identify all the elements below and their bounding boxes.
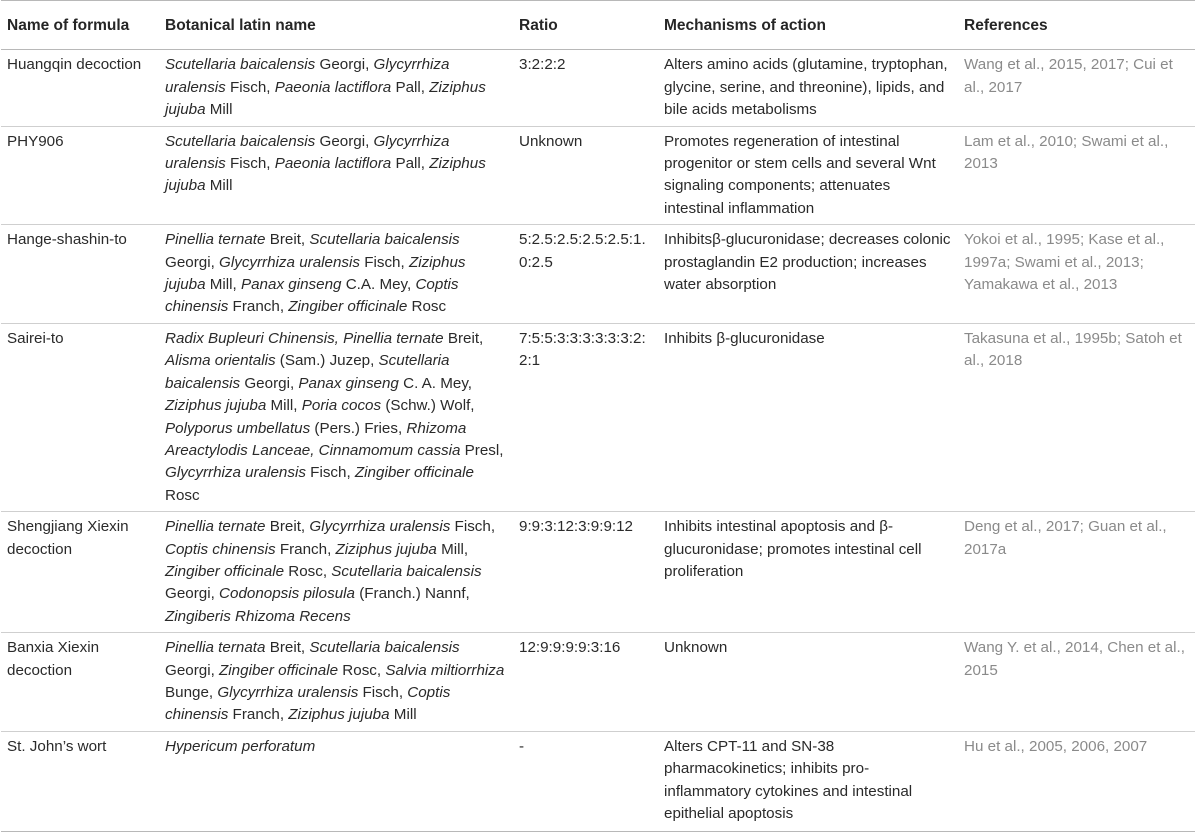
botanical-authority-text: Franch, xyxy=(228,706,289,724)
botanical-species-text: Pinellia ternate xyxy=(165,231,266,249)
header-references: References xyxy=(958,1,1195,50)
mechanism-cell: Inhibits intestinal apoptosis and β-glucuronidase; promotes intestinal cell proliferation xyxy=(658,512,958,633)
formula-name-cell: PHY906 xyxy=(1,126,159,225)
botanical-authority-text: Breit, xyxy=(265,639,310,657)
botanical-species-text: Polyporus umbellatus xyxy=(165,419,311,437)
botanical-name-cell xyxy=(159,225,513,324)
botanical-species-text: Scutellaria baicalensis xyxy=(331,562,482,580)
botanical-name-cell xyxy=(159,633,513,732)
botanical-species-text: Glycyrrhiza uralensis xyxy=(217,683,359,701)
ratio-cell: 9:9:3:12:3:9:9:12 xyxy=(513,512,658,633)
botanical-authority-text: Breit, xyxy=(265,518,310,536)
formula-name-cell: Huangqin decoction xyxy=(1,50,159,126)
botanical-authority-text: C.A. Mey, xyxy=(341,276,416,294)
botanical-authority-text: Georgi, xyxy=(315,132,374,150)
botanical-authority-text: C. A. Mey, xyxy=(398,374,473,392)
table-row xyxy=(1,512,1195,633)
botanical-authority-text: Georgi, xyxy=(165,585,220,603)
botanical-species-text: Ziziphus jujuba xyxy=(165,397,267,415)
botanical-authority-text: (Pers.) Fries, xyxy=(310,419,407,437)
botanical-authority-text: (Sam.) Juzep, xyxy=(275,352,379,370)
botanical-authority-text: Breit, xyxy=(443,329,484,347)
mechanism-cell: Unknown xyxy=(658,633,958,732)
botanical-species-text: Zingiber officinale xyxy=(354,464,474,482)
header-name-of-formula: Name of formula xyxy=(1,1,159,50)
botanical-name-cell xyxy=(159,50,513,126)
botanical-authority-text: Georgi, xyxy=(165,661,220,679)
botanical-species-text: Pinellia ternata xyxy=(165,639,266,657)
table-body xyxy=(1,50,1195,832)
botanical-species-text: Pinellia ternate xyxy=(165,518,266,536)
botanical-authority-text: Mill, xyxy=(266,397,302,415)
botanical-species-text: Scutellaria baicalensis xyxy=(309,231,460,249)
botanical-species-text: Rhizoma Areactylodis Lanceae, Cinnamomum cassia xyxy=(165,419,467,459)
formula-name-cell: St. John’s wort xyxy=(1,731,159,832)
botanical-name-cell xyxy=(159,512,513,633)
botanical-authority-text: (Schw.) Wolf, xyxy=(381,397,475,415)
ratio-cell: 3:2:2:2 xyxy=(513,50,658,126)
botanical-authority-text: Franch, xyxy=(275,540,336,558)
botanical-species-text: Scutellaria baicalensis xyxy=(165,56,316,74)
botanical-species-text: Glycyrrhiza uralensis xyxy=(219,253,360,271)
botanical-species-text: Poria cocos xyxy=(301,397,382,415)
references-cell: Deng et al., 2017; Guan et al., 2017a xyxy=(958,512,1195,633)
table-row xyxy=(1,633,1195,732)
botanical-species-text: Ziziphus jujuba xyxy=(288,706,390,724)
ratio-cell: 5:2.5:2.5:2.5:2.5:1.0:2.5 xyxy=(513,225,658,324)
botanical-name-cell xyxy=(159,731,513,832)
botanical-species-text: Glycyrrhiza uralensis xyxy=(165,56,450,96)
botanical-species-text: Glycyrrhiza uralensis xyxy=(309,518,451,536)
botanical-species-text: Ziziphus jujuba xyxy=(165,155,486,195)
references-cell: Lam et al., 2010; Swami et al., 2013 xyxy=(958,126,1195,225)
ratio-cell: 7:5:5:3:3:3:3:3:3:2:2:1 xyxy=(513,323,658,511)
botanical-species-text: Scutellaria baicalensis xyxy=(309,639,460,657)
botanical-authority-text: Fisch, xyxy=(450,518,496,536)
botanical-species-text: Zingiber officinale xyxy=(288,298,408,316)
botanical-species-text: Codonopsis pilosula xyxy=(219,585,355,603)
botanical-species-text: Zingiber officinale xyxy=(165,562,285,580)
botanical-species-text: Hypericum perforatum xyxy=(165,737,316,755)
botanical-species-text: Zingiberis Rhizoma Recens xyxy=(165,607,351,625)
herbal-formula-table xyxy=(1,0,1195,832)
botanical-authority-text: Georgi, xyxy=(165,253,220,271)
formula-name-cell: Shengjiang Xiexin decoction xyxy=(1,512,159,633)
references-cell: Hu et al., 2005, 2006, 2007 xyxy=(958,731,1195,832)
mechanism-cell: Promotes regeneration of intestinal progenitor or stem cells and several Wnt signaling components; attenuates intestinal inflammation xyxy=(658,126,958,225)
botanical-authority-text: Pall, xyxy=(391,155,430,173)
formula-name-cell: Hange-shashin-to xyxy=(1,225,159,324)
botanical-authority-text: Mill xyxy=(205,177,233,195)
formula-name-cell: Sairei-to xyxy=(1,323,159,511)
table-row xyxy=(1,323,1195,511)
mechanism-cell: Alters CPT-11 and SN-38 pharmacokinetics; inhibits pro-inflammatory cytokines and intestinal epithelial apoptosis xyxy=(658,731,958,832)
botanical-authority-text: Fisch, xyxy=(225,155,275,173)
botanical-authority-text: Mill xyxy=(205,101,233,119)
botanical-name-cell xyxy=(159,323,513,511)
botanical-species-text: Panax ginseng xyxy=(240,276,342,294)
formula-name-cell: Banxia Xiexin decoction xyxy=(1,633,159,732)
mechanism-cell: Alters amino acids (glutamine, tryptophan, glycine, serine, and threonine), lipids, and bile acids metabolisms xyxy=(658,50,958,126)
references-cell: Takasuna et al., 1995b; Satoh et al., 2018 xyxy=(958,323,1195,511)
botanical-authority-text: Georgi, xyxy=(240,374,299,392)
botanical-authority-text: Rosc, xyxy=(284,562,332,580)
botanical-authority-text: Rosc xyxy=(165,486,200,504)
table-row xyxy=(1,731,1195,832)
header-row xyxy=(1,1,1195,50)
botanical-authority-text: Rosc, xyxy=(338,661,386,679)
botanical-authority-text: Fisch, xyxy=(225,78,275,96)
ratio-cell: - xyxy=(513,731,658,832)
header-mechanisms-of-action: Mechanisms of action xyxy=(658,1,958,50)
botanical-species-text: Glycyrrhiza uralensis xyxy=(165,132,450,173)
mechanism-cell: Inhibitsβ-glucuronidase; decreases colonic prostaglandin E2 production; increases water absorption xyxy=(658,225,958,324)
botanical-authority-text: Mill, xyxy=(436,540,469,558)
botanical-species-text: Panax ginseng xyxy=(298,374,399,392)
references-cell: Yokoi et al., 1995; Kase et al., 1997a; Swami et al., 2013; Yamakawa et al., 2013 xyxy=(958,225,1195,324)
botanical-species-text: Salvia miltiorrhiza xyxy=(385,661,505,679)
table-row xyxy=(1,50,1195,126)
table-row xyxy=(1,126,1195,225)
ratio-cell: 12:9:9:9:9:3:16 xyxy=(513,633,658,732)
botanical-species-text: Paeonia lactiflora xyxy=(274,78,392,96)
botanical-authority-text: Rosc xyxy=(407,298,447,316)
botanical-authority-text: Georgi, xyxy=(315,56,374,74)
botanical-species-text: Alisma orientalis xyxy=(165,352,276,370)
botanical-authority-text: Presl, xyxy=(460,441,504,459)
botanical-species-text: Coptis chinensis xyxy=(165,540,276,558)
botanical-species-text: Glycyrrhiza uralensis xyxy=(165,464,306,482)
botanical-authority-text: Fisch, xyxy=(358,683,408,701)
table-header xyxy=(1,1,1195,50)
botanical-species-text: Coptis chinensis xyxy=(165,683,451,724)
botanical-authority-text: Mill, xyxy=(205,276,241,294)
header-ratio: Ratio xyxy=(513,1,658,50)
botanical-species-text: Ziziphus jujuba xyxy=(165,253,466,294)
botanical-authority-text: (Franch.) Nannf, xyxy=(354,585,470,603)
botanical-species-text: Scutellaria baicalensis xyxy=(165,132,316,150)
botanical-species-text: Ziziphus jujuba xyxy=(335,540,437,558)
botanical-authority-text: Fisch, xyxy=(305,464,355,482)
table-row xyxy=(1,225,1195,324)
mechanism-cell: Inhibits β-glucuronidase xyxy=(658,323,958,511)
references-cell: Wang Y. et al., 2014, Chen et al., 2015 xyxy=(958,633,1195,732)
botanical-species-text: Ziziphus jujuba xyxy=(165,78,486,119)
botanical-authority-text: Fisch, xyxy=(359,253,409,271)
botanical-species-text: Coptis chinensis xyxy=(165,276,459,316)
botanical-authority-text: Franch, xyxy=(228,298,289,316)
botanical-authority-text: Mill xyxy=(389,706,417,724)
botanical-authority-text: Pall, xyxy=(391,78,430,96)
botanical-authority-text: Bunge, xyxy=(165,683,218,701)
ratio-cell: Unknown xyxy=(513,126,658,225)
botanical-species-text: Radix Bupleuri Chinensis, Pinellia ternate xyxy=(165,329,444,347)
header-botanical-latin-name: Botanical latin name xyxy=(159,1,513,50)
botanical-species-text: Paeonia lactiflora xyxy=(274,155,392,173)
botanical-species-text: Zingiber officinale xyxy=(219,661,339,679)
botanical-authority-text: Breit, xyxy=(265,231,310,249)
botanical-name-cell xyxy=(159,126,513,225)
references-cell: Wang et al., 2015, 2017; Cui et al., 2017 xyxy=(958,50,1195,126)
botanical-species-text: Scutellaria baicalensis xyxy=(165,352,450,392)
